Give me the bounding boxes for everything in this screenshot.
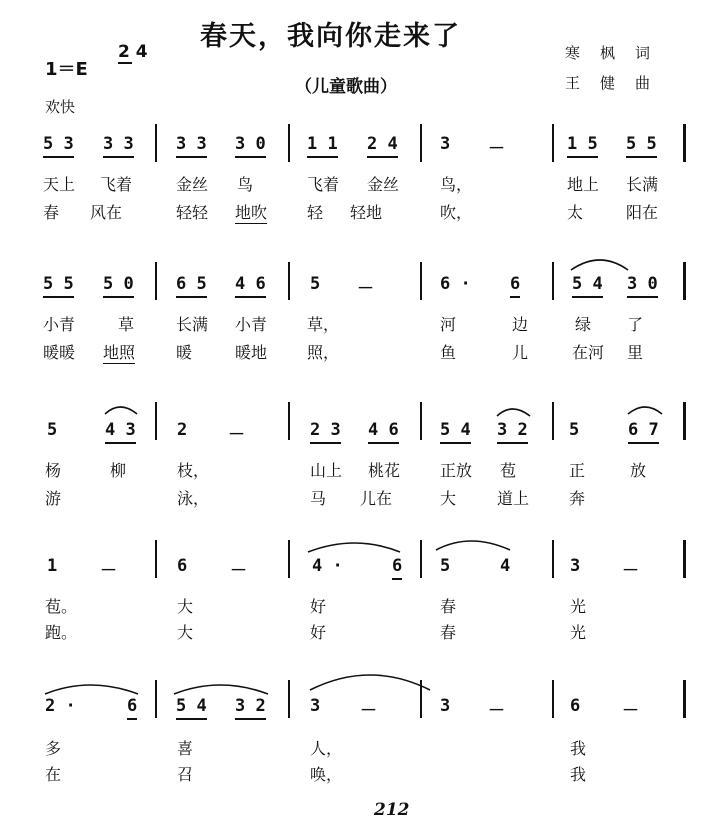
lyric: 唤，	[310, 765, 343, 784]
note-group: 5 5	[43, 274, 74, 298]
lyric: 光	[570, 623, 587, 642]
note-group: 1 5	[567, 134, 598, 158]
note-group: 5	[310, 274, 321, 294]
lyric: 绿	[575, 315, 592, 334]
lyric: 鸟	[237, 175, 254, 194]
lyric: 人，	[310, 739, 343, 758]
lyric: 天上	[43, 175, 76, 194]
note-group: 5	[47, 420, 58, 440]
lyric: 山上	[310, 461, 343, 480]
lyric: 边	[512, 315, 529, 334]
note-group: 1 1	[307, 134, 338, 158]
note-group: 6	[570, 696, 581, 716]
lyric: 金丝	[176, 175, 209, 194]
lyric: 正	[569, 461, 586, 480]
lyric: 飞着	[100, 175, 133, 194]
lyric: 飞着	[307, 175, 340, 194]
note-group: 4	[500, 556, 511, 576]
lyric: 柳	[110, 461, 127, 480]
note-group: 5 3	[43, 134, 74, 158]
note-group: 5 4	[176, 696, 207, 720]
lyric: 草	[118, 315, 135, 334]
lyric: 春	[440, 623, 457, 642]
lyric: 好	[310, 597, 327, 616]
lyric: 吹，	[440, 203, 473, 222]
lyric: 马	[310, 489, 327, 508]
lyric: 照，	[307, 343, 340, 362]
note-group: 5	[440, 556, 451, 576]
note-group: 5 4	[440, 420, 471, 444]
note-group: 3 0	[627, 274, 658, 298]
lyric: 游	[45, 489, 62, 508]
note-group: 3 2	[497, 420, 528, 444]
lyric: 太	[567, 203, 584, 222]
slur	[45, 685, 138, 694]
note-group: 5 5	[626, 134, 657, 158]
lyric: 苞。	[45, 597, 78, 616]
slur	[105, 407, 137, 414]
slur	[436, 541, 510, 550]
lyric: 暖地	[235, 343, 268, 362]
slur	[497, 409, 530, 416]
note-group: 1	[47, 556, 58, 576]
lyric: 在河	[572, 343, 605, 362]
slur	[308, 543, 400, 552]
page-number: 212	[374, 800, 410, 820]
slur	[571, 260, 628, 270]
note-group: 3 3	[103, 134, 134, 158]
lyric: 风在	[90, 203, 123, 222]
note-group: 3 0	[235, 134, 266, 158]
lyric: 春	[440, 597, 457, 616]
lyric: 阳在	[626, 203, 659, 222]
lyric: 暖暖	[43, 343, 76, 362]
note-group: 5 4	[572, 274, 603, 298]
lyric: 长满	[626, 175, 659, 194]
lyric: 我	[570, 739, 587, 758]
note-group: 3 3	[176, 134, 207, 158]
lyric: 好	[310, 623, 327, 642]
note-group: －	[488, 139, 505, 159]
lyric: 桃花	[368, 461, 401, 480]
note-group: 3 2	[235, 696, 266, 720]
song-subtitle: （儿童歌曲）	[295, 77, 397, 97]
note-group: 2	[177, 420, 188, 440]
lyric: 大	[440, 489, 457, 508]
lyric: 奔	[569, 489, 586, 508]
lyric: 泳，	[177, 489, 210, 508]
note-group: －	[360, 701, 377, 721]
lyric: 我	[570, 765, 587, 784]
note-group: 6 7	[628, 420, 659, 444]
note-group: －	[100, 561, 117, 581]
note-group: －	[622, 701, 639, 721]
lyric: 儿在	[360, 489, 393, 508]
lyric: 在	[45, 765, 62, 784]
lyric: 了	[627, 315, 644, 334]
lyric: 草，	[307, 315, 340, 334]
note-group: －	[228, 425, 245, 445]
note-group: 6 5	[176, 274, 207, 298]
note-group: 6	[127, 696, 137, 720]
note-group: －	[230, 561, 247, 581]
note-group: 6	[510, 274, 520, 298]
lyric: 轻	[307, 203, 324, 222]
note-group: －	[357, 279, 374, 299]
lyric: 鸟，	[440, 175, 473, 194]
lyric: 大	[177, 623, 194, 642]
note-group: 2 3	[310, 420, 341, 444]
lyric: 轻轻	[176, 203, 209, 222]
lyric: 跑。	[45, 623, 78, 642]
note-group: 4 6	[235, 274, 266, 298]
lyric: 春	[43, 203, 60, 222]
lyric: 喜	[177, 739, 194, 758]
lyric: 杨	[45, 461, 62, 480]
note-group: 4 3	[105, 420, 136, 444]
lyric: 金丝	[367, 175, 400, 194]
lyric: 鱼	[440, 343, 457, 362]
slur	[628, 407, 662, 414]
lyric: 长满	[176, 315, 209, 334]
lyric: 大	[177, 597, 194, 616]
lyric: 里	[627, 343, 644, 362]
key-signature: 1＝E	[45, 59, 88, 80]
note-group: 4 6	[368, 420, 399, 444]
note-group: 5	[569, 420, 580, 440]
lyric: 地照	[103, 340, 135, 364]
lyric: 小青	[43, 315, 76, 334]
lyric: 暖	[176, 343, 193, 362]
time-denominator: 4	[135, 42, 148, 62]
lyric: 小青	[235, 315, 268, 334]
lyric: 河	[440, 315, 457, 334]
note-group: －	[622, 561, 639, 581]
lyricist-credit: 寒枫词	[565, 44, 671, 62]
note-group: 3	[310, 696, 321, 716]
lyric: 枝，	[177, 461, 210, 480]
time-numerator: 2	[118, 42, 130, 62]
note-group: 2 4	[367, 134, 398, 158]
lyric: 放	[630, 461, 647, 480]
note-group: 6	[392, 556, 402, 580]
lyric: 轻地	[350, 203, 383, 222]
note-group: 3	[440, 134, 451, 154]
tempo-marking: 欢快	[45, 98, 76, 116]
lyric: 道上	[497, 489, 530, 508]
slur	[174, 685, 268, 694]
lyric: 正放	[440, 461, 473, 480]
lyric: 光	[570, 597, 587, 616]
note-group: 6 ·	[440, 274, 471, 294]
slur	[310, 675, 430, 690]
note-group: 4 ·	[312, 556, 343, 576]
lyric: 召	[177, 765, 194, 784]
song-title: 春天，我向你走来了	[200, 21, 461, 52]
note-group: 3	[440, 696, 451, 716]
lyric: 多	[45, 739, 62, 758]
lyric: 地上	[567, 175, 600, 194]
note-group: 6	[177, 556, 188, 576]
note-group: 3	[570, 556, 581, 576]
composer-credit: 王健曲	[565, 74, 671, 92]
note-group: 2 ·	[45, 696, 76, 716]
lyric: 儿	[512, 343, 529, 362]
lyric: 地吹	[235, 200, 267, 224]
note-group: 5 0	[103, 274, 134, 298]
lyric: 苞	[500, 461, 517, 480]
note-group: －	[488, 701, 505, 721]
